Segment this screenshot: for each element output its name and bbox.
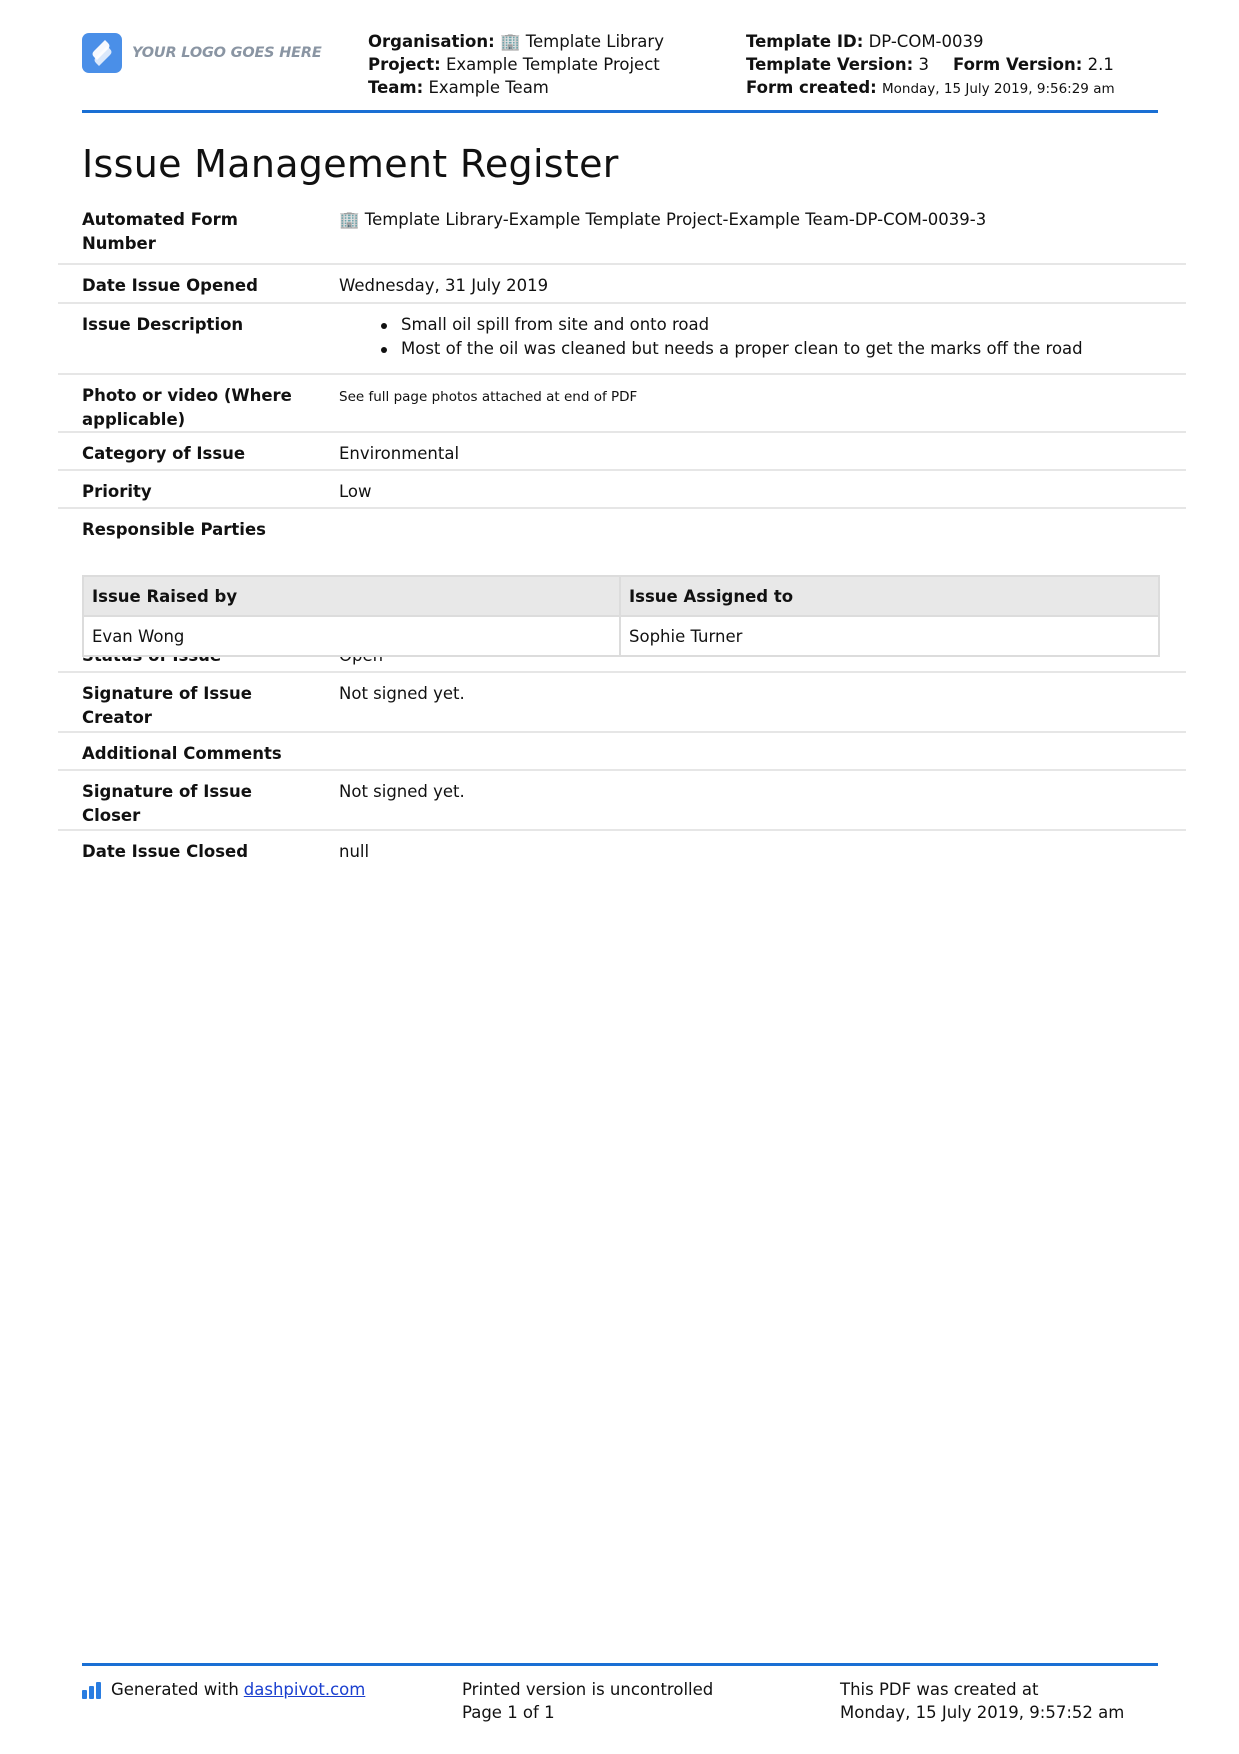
date-opened-label: Date Issue Opened: [82, 276, 258, 295]
footer-divider: [82, 1663, 1158, 1666]
bar-chart-icon: [82, 1681, 103, 1699]
footer-created: [840, 1678, 1124, 1724]
row-category: [58, 433, 1186, 471]
company-logo: [82, 33, 322, 73]
footer-generated: [82, 1678, 365, 1701]
category-label: Category of Issue: [82, 444, 246, 463]
organisation-label: Organisation:: [368, 32, 495, 51]
template-id-value: DP-COM-0039: [868, 32, 984, 51]
signature-closer-value: Not signed yet.: [339, 782, 465, 801]
signature-creator-label: Signature of Issue Creator: [82, 684, 252, 727]
description-label: Issue Description: [82, 315, 244, 334]
row-additional-comments: [58, 733, 1186, 771]
row-form-number: [58, 205, 1186, 265]
page-header: [82, 30, 1160, 110]
list-item: Small oil spill from site and onto road: [401, 313, 1186, 337]
page-number: Page 1 of 1: [462, 1703, 555, 1722]
description-list: [339, 313, 1186, 361]
header-divider: [82, 110, 1158, 113]
priority-value: Low: [339, 482, 372, 501]
organisation-value: 🏢 Template Library: [499, 32, 664, 51]
template-version-label: Template Version:: [746, 55, 914, 74]
date-opened-value: Wednesday, 31 July 2019: [339, 276, 549, 295]
dashpivot-link[interactable]: dashpivot.com: [243, 1680, 366, 1699]
row-date-opened: [58, 265, 1186, 304]
form-created-label: Form created:: [746, 78, 877, 97]
logo-text: YOUR LOGO GOES HERE: [132, 45, 322, 61]
header-meta-template: [746, 30, 1115, 101]
row-priority: [58, 471, 1186, 509]
pdf-created-value: Monday, 15 July 2019, 9:57:52 am: [840, 1703, 1125, 1722]
row-description: [58, 304, 1186, 375]
row-photo: [58, 375, 1186, 433]
team-value: Example Team: [428, 78, 549, 97]
raised-by-header: Issue Raised by: [83, 576, 620, 616]
list-item: Most of the oil was cleaned but needs a proper clean to get the marks off the road: [401, 337, 1186, 361]
project-label: Project:: [368, 55, 441, 74]
generated-text: Generated with: [111, 1680, 239, 1699]
template-id-label: Template ID:: [746, 32, 864, 51]
table-row: [83, 616, 1159, 656]
form-version-label: Form Version:: [952, 55, 1083, 74]
project-value: Example Template Project: [445, 55, 660, 74]
header-meta-organisation: [368, 30, 664, 99]
template-version-value: 3: [918, 55, 929, 74]
photo-value: See full page photos attached at end of PDF: [339, 389, 638, 405]
assigned-to-header: Issue Assigned to: [620, 576, 1159, 616]
raised-by-value: Evan Wong: [83, 616, 620, 656]
row-signature-creator: [58, 673, 1186, 733]
form-number-label: Automated Form Number: [82, 210, 238, 253]
signature-closer-label: Signature of Issue Closer: [82, 782, 252, 825]
date-closed-label: Date Issue Closed: [82, 842, 249, 861]
photo-label: Photo or video (Where applicable): [82, 386, 292, 429]
form-created-value: Monday, 15 July 2019, 9:56:29 am: [882, 81, 1115, 97]
logo-icon: [82, 33, 122, 73]
responsible-label: Responsible Parties: [82, 520, 266, 539]
assigned-to-value: Sophie Turner: [620, 616, 1159, 656]
row-date-closed: [58, 831, 1186, 869]
page-title: Issue Management Register: [82, 142, 619, 186]
priority-label: Priority: [82, 482, 152, 501]
signature-creator-value: Not signed yet.: [339, 684, 465, 703]
date-closed-value: null: [339, 842, 370, 861]
row-signature-closer: [58, 771, 1186, 831]
footer-uncontrolled: [462, 1678, 713, 1724]
form-number-value: 🏢 Template Library-Example Template Project-Example Team-DP-COM-0039-3: [339, 210, 987, 229]
comments-label: Additional Comments: [82, 744, 282, 763]
table-header-row: [83, 576, 1159, 616]
category-value: Environmental: [339, 444, 460, 463]
uncontrolled-text: Printed version is uncontrolled: [462, 1680, 714, 1699]
pdf-created-text: This PDF was created at: [840, 1680, 1039, 1699]
form-version-value: 2.1: [1087, 55, 1114, 74]
team-label: Team:: [368, 78, 424, 97]
responsible-parties-table: [82, 575, 1160, 657]
form-fields: [58, 205, 1186, 869]
